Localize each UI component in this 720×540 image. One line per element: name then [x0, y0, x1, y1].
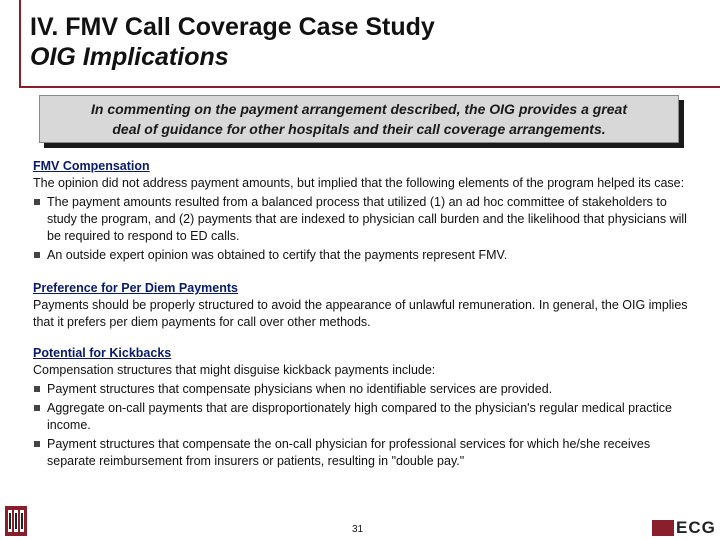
bullet-square-icon [34, 386, 40, 392]
content-body [33, 158, 698, 472]
section-intro-kickbacks: Compensation structures that might disguise kickback payments include: [33, 363, 436, 377]
list-item-text: Aggregate on-call payments that are disproportionately high compared to the physician's regular medical practice income. [47, 401, 672, 432]
logo-bar-icon [652, 520, 674, 536]
section-body-per-diem: Payments should be properly structured to avoid the appearance of unlawful remuneration. In general, the OIG implies that it prefers per diem payments for call over other methods. [33, 298, 688, 329]
callout-line-2: deal of guidance for other hospitals and their call coverage arrangements. [112, 121, 606, 137]
section-heading-fmv: FMV Compensation [33, 159, 150, 173]
list-item [33, 436, 698, 470]
section-heading-per-diem: Preference for Per Diem Payments [33, 281, 238, 295]
section-intro-fmv: The opinion did not address payment amounts, but implied that the following elements of the program helped its case: [33, 176, 685, 190]
list-item-text: An outside expert opinion was obtained to certify that the payments represent FMV. [47, 248, 508, 262]
building-logo-icon [5, 506, 27, 536]
bullet-square-icon [34, 441, 40, 447]
list-item-text: Payment structures that compensate physicians when no identifiable services are provided. [47, 382, 553, 396]
bullet-square-icon [34, 405, 40, 411]
page-subtitle: OIG Implications [30, 43, 229, 71]
ecg-logo [652, 516, 716, 540]
list-item [33, 381, 698, 398]
bullet-list-fmv [33, 194, 698, 264]
callout-box [39, 95, 679, 143]
title-block [30, 12, 435, 72]
page-number: 31 [352, 524, 364, 535]
list-item-text: The payment amounts resulted from a balanced process that utilized (1) an ad hoc committee of stakeholders to study the program, and (2) payments that are indexed to physician call burden and the likelihood that physicians will be required to respond to ED calls. [47, 195, 687, 243]
title-accent-rule-vertical [19, 0, 21, 88]
list-item [33, 400, 698, 434]
title-accent-rule-horizontal [19, 86, 720, 88]
list-item [33, 247, 698, 264]
list-item [33, 194, 698, 245]
section-heading-kickbacks: Potential for Kickbacks [33, 346, 172, 360]
page-title: IV. FMV Call Coverage Case Study [30, 13, 435, 41]
list-item-text: Payment structures that compensate the on-call physician for professional services for which he/she receives separate reimbursement from insurers or patients, resulting in "double pay." [47, 437, 651, 468]
logo-text: ECG [676, 518, 716, 537]
bullet-square-icon [34, 199, 40, 205]
callout-line-1: In commenting on the payment arrangement described, the OIG provides a great [90, 101, 627, 117]
bullet-list-kickbacks [33, 381, 698, 470]
bullet-square-icon [34, 252, 40, 258]
